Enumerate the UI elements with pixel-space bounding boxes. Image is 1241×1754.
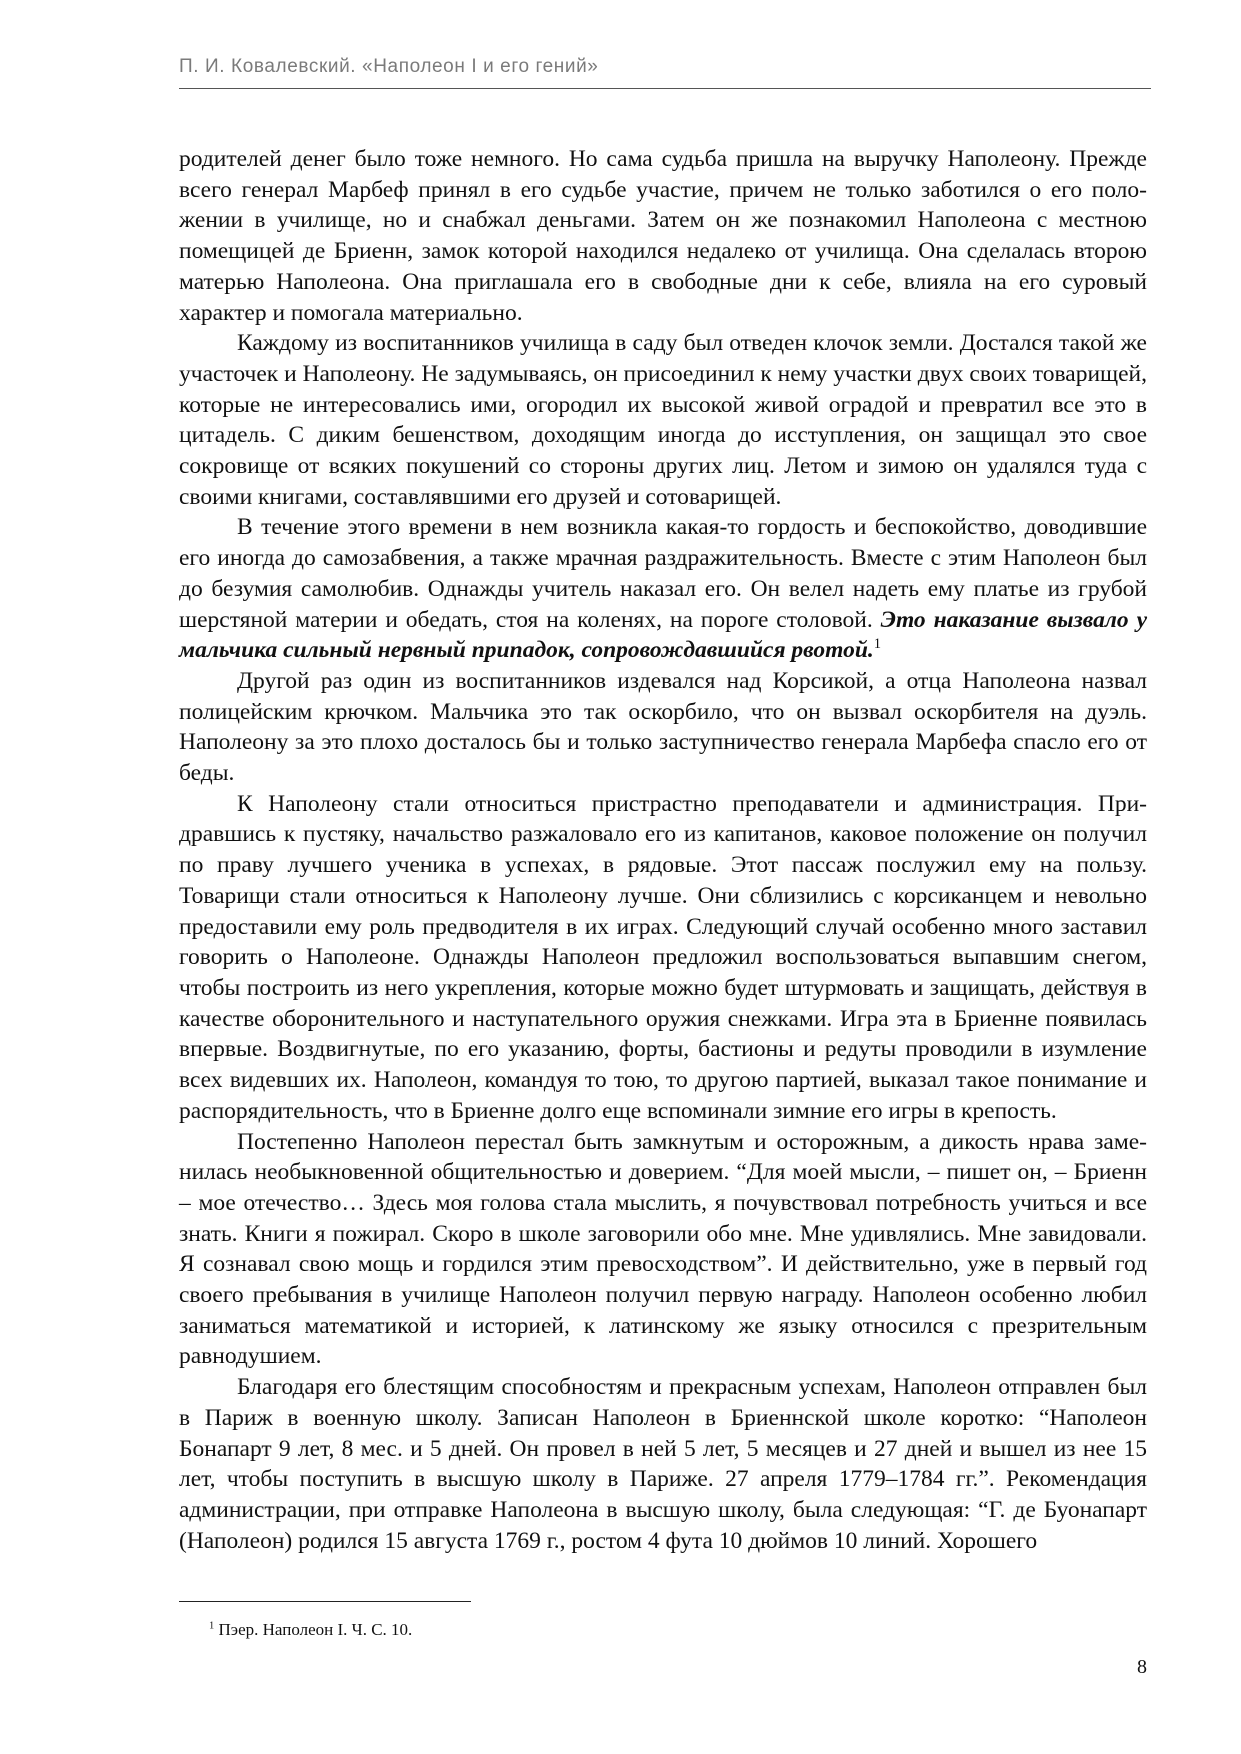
running-header: П. И. Ковалевский. «Наполеон I и его гений» — [179, 56, 599, 77]
emphasized-sentence: Это наказание вызвало у мальчика сильный нервный припадок, сопровождавшийся рвотой. — [179, 606, 1148, 664]
paragraph-4: Другой раз один из воспитанников издевался над Корсикой, а отца Наполеона назвал полицейским крючком. Мальчика это так оскорбило, что он вызвал оскорбителя на дуэль. Наполеону за это плохо досталось бы и только заступничество генерала Марбефа спасло его от беды. — [179, 667, 1147, 787]
main-text — [179, 144, 1147, 1556]
paragraph-3 — [179, 512, 1147, 666]
paragraph-2: Каждому из воспитанников училища в саду был отведен клочок земли. Достался такой же участочек и Наполеону. Не задумываясь, он присоединил к нему участки двух своих товарищей, которые не интересовались ими, огородил их высокой живой оградой и превратил все это в цитадель. С диким бешенством, доходящим иногда до исступления, он защищал это свое сокровище от всяких покушений со стороны других лиц. Летом и зимою он удалялся туда с своими книгами, составлявшими его друзей и сотоварищей. — [179, 330, 1147, 510]
footnote-separator — [179, 1601, 471, 1602]
paragraph-7: Благодаря его блестящим способностям и прекрасным успехам, Наполеон отправлен был в Париж в военную школу. Записан Наполеон в Бриеннской школе коротко: “Наполеон Бонапарт 9 лет, 8 мес. и 5 дней. Он провел в ней 5 лет, 5 месяцев и 27 дней и вышел из нее 15 лет, чтобы поступить в высшую школу в Париже. 27 апреля 1779–1784 гг.”. Рекомендация администрации, при отправке Наполеона в высшую школу, была следующая: “Г. де Буонапарт (Наполеон) родился 15 августа 1769 г., ростом 4 фута 10 дюймов 10 линий. Хорошего — [179, 1374, 1147, 1554]
page-number: 8 — [1137, 1656, 1147, 1678]
paragraph-5: К Наполеону стали относиться пристрастно преподаватели и администрация. Придравшись к пустяку, начальство разжаловало его из капитанов, каковое положение он получил по праву лучшего ученика в успехах, в рядовые. Этот пассаж послужил ему на пользу. Товарищи стали относиться к Наполеону лучше. Они сблизились с корсиканцем и невольно предоставили ему роль предводителя в их играх. Следующий случай особенно много заставил говорить о Наполеоне. Однажды Наполеон предложил воспользоваться выпавшим снегом, чтобы построить из него укрепления, которые можно будет штурмовать и защищать, действуя в качестве оборонительного и наступательного оружия снежками. Игра эта в Бриенне появилась впервые. Воздвигнутые, по его указанию, форты, бастионы и редуты проводили в изумление всех видевших их. Наполеон, командуя то тою, то другою партией, выказал такое понимание и распорядительность, что в Бриенне долго еще вспоминали зимние его игры в крепость. — [179, 790, 1147, 1124]
footnote — [209, 1620, 412, 1640]
footnote-text: Пэер. Наполеон I. Ч. С. 10. — [218, 1620, 413, 1639]
paragraph-3-text: В течение этого времени в нем возникла какая-то гордость и беспокойство, доводившие его иногда до самозабвения, а также мрачная раздражительность. Вместе с этим Наполеон был до безумия самолюбив. Однажды учитель наказал его. Он велел надеть ему платье из грубой шерстяной материи и обедать, стоя на коленях, на пороге столовой. — [179, 514, 1147, 633]
footnote-reference[interactable]: 1 — [873, 636, 882, 653]
footnote-marker: 1 — [209, 1620, 215, 1632]
paragraph-6: Постепенно Наполеон перестал быть замкнутым и осторожным, а дикость нрава заменилась необыкновенной общительностью и доверием. “Для моей мысли, – пишет он, – Бриенн – мое отечество… Здесь моя голова стала мыслить, я почувствовал потребность учиться и все знать. Книги я пожирал. Скоро в школе заговорили обо мне. Мне удивлялись. Мне завидовали. Я сознавал свою мощь и гордился этим превосходством”. И действительно, уже в первый год своего пребывания в училище Наполеон получил первую награду. Наполеон особенно любил заниматься математикой и историей, к латинскому же языку относился с презрительным равнодушием. — [179, 1128, 1147, 1370]
paragraph-1: родителей денег было тоже немного. Но сама судьба пришла на выручку Наполеону. Прежде всего генерал Марбеф принял в его судьбе участие, причем не только заботился о его положении в училище, но и снабжал деньгами. Затем он же познакомил Наполеона с местною помещицей де Бриенн, замок которой находился недалеко от училища. Она сделалась второю матерью Наполеона. Она приглашала его в свободные дни к себе, влияла на его суровый характер и помогала материально. — [179, 146, 1147, 326]
header-rule — [179, 88, 1151, 89]
